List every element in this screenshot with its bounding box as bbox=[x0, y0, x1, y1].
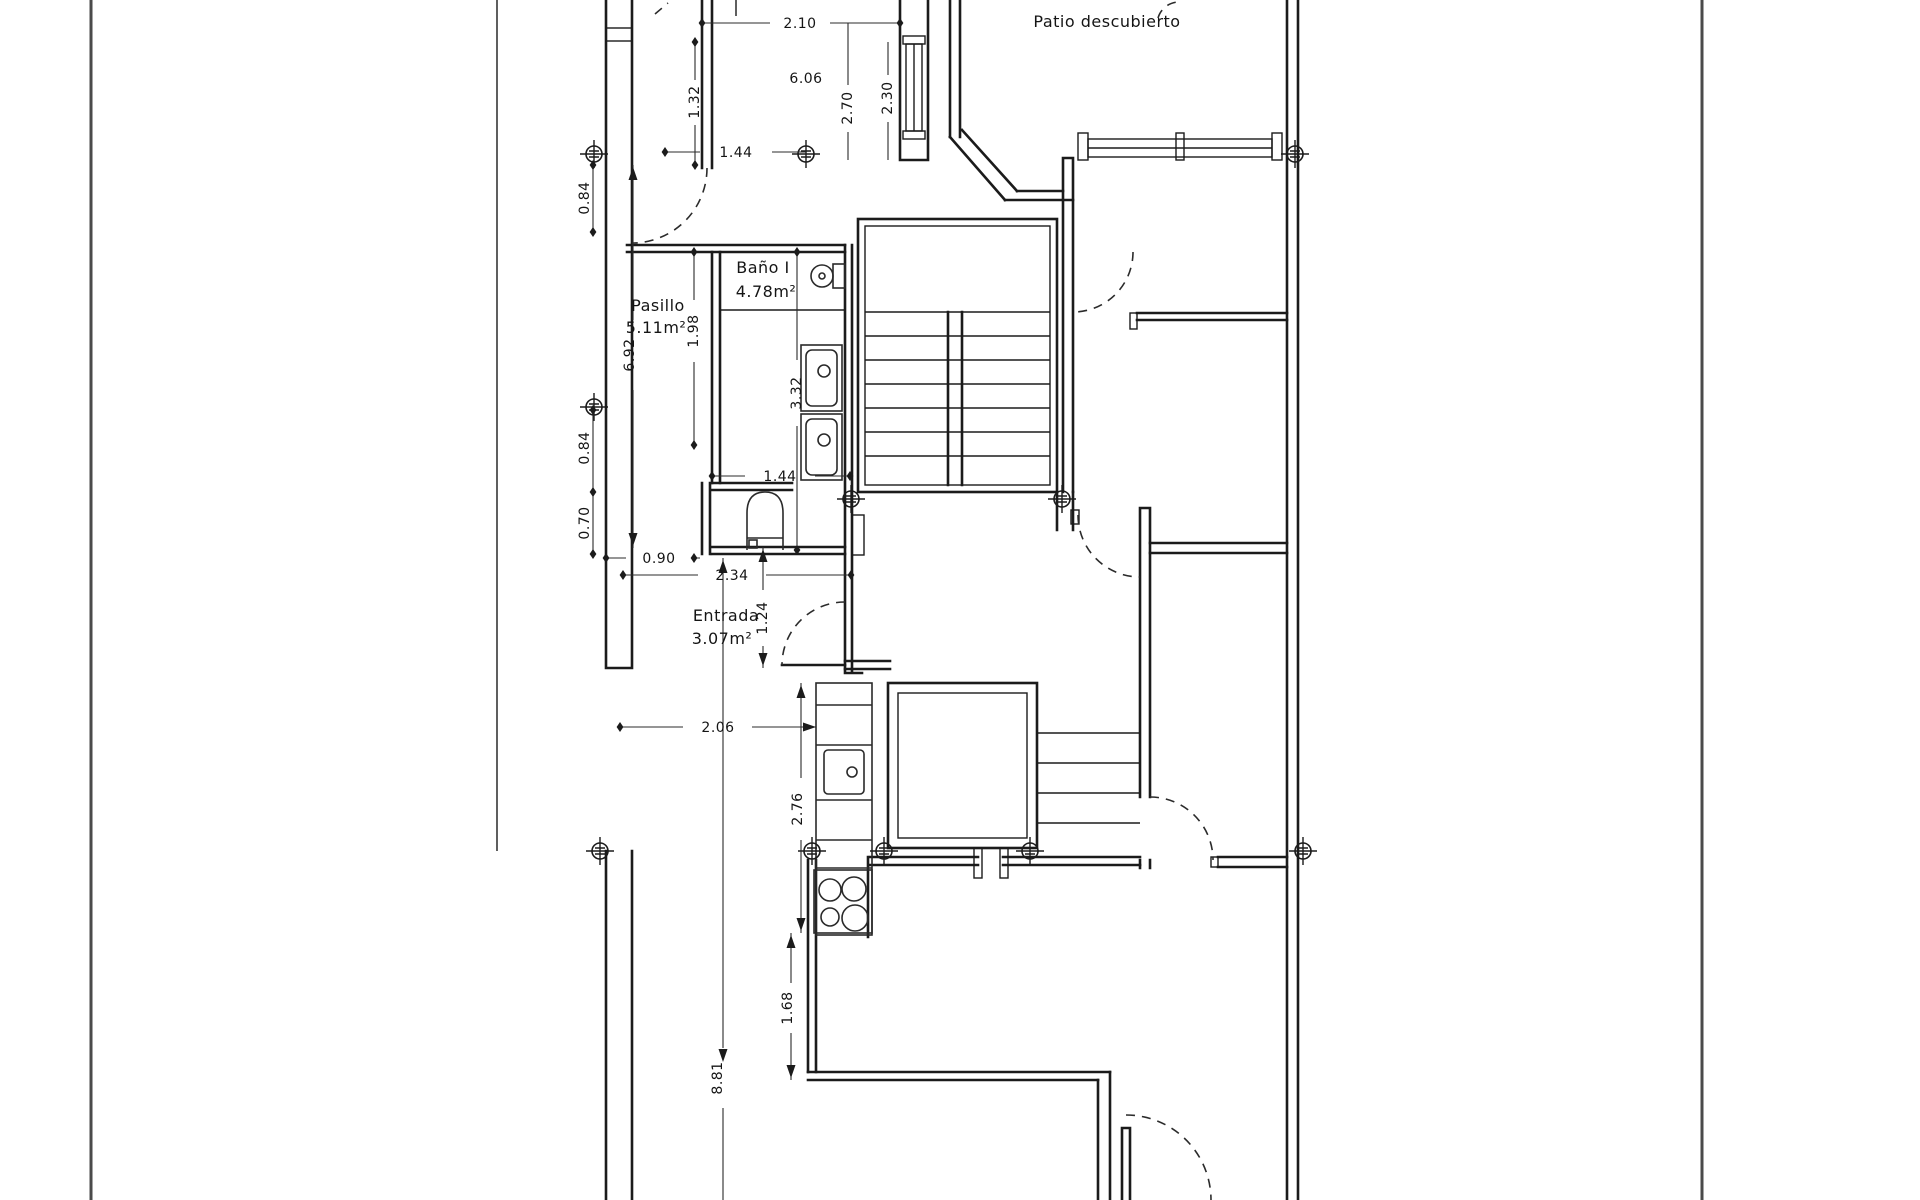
dim-toilet-width: 0.70 bbox=[577, 506, 593, 540]
window-patio bbox=[1078, 133, 1282, 160]
room-area-entrada: 3.07m² bbox=[691, 629, 753, 648]
room-label-pasillo: Pasillo bbox=[631, 296, 685, 315]
dim-wall-mid: 0.84 bbox=[577, 431, 593, 465]
dim-kitchen-offset: 2.06 bbox=[701, 720, 735, 736]
dim-bath-length: 3.32 bbox=[789, 376, 805, 410]
dim-entrada-width: 2.34 bbox=[715, 568, 749, 584]
dim-facade-length: 8.81 bbox=[710, 1061, 726, 1095]
axis-markers bbox=[580, 140, 1317, 865]
dim-door-top: 1.44 bbox=[719, 145, 753, 161]
room-label-bano: Baño I bbox=[736, 258, 790, 277]
dim-top-width: 2.10 bbox=[783, 16, 817, 32]
dim-closet: 1.32 bbox=[687, 85, 703, 119]
room-label-patio: Patio descubierto bbox=[1033, 12, 1181, 31]
room-label-entrada: Entrada bbox=[692, 606, 760, 625]
dim-corridor-end: 0.90 bbox=[642, 551, 676, 567]
dim-window-patio: 2.30 bbox=[880, 81, 896, 115]
dim-kitchen-length: 2.76 bbox=[790, 792, 806, 826]
dim-bath-interior: 1.98 bbox=[686, 314, 702, 348]
door-swings bbox=[632, 2, 1213, 1200]
dim-corridor-length: 6.92 bbox=[622, 338, 638, 372]
stove bbox=[814, 870, 872, 933]
dim-bath-width: 1.44 bbox=[763, 469, 797, 485]
room-area-bano: 4.78m² bbox=[735, 282, 797, 301]
dim-wall-top: 0.84 bbox=[577, 181, 593, 215]
dim-entrada-depth: 1.24 bbox=[755, 601, 771, 635]
window-room-a bbox=[903, 36, 925, 139]
vanity-sinks bbox=[801, 345, 842, 480]
light-shaft bbox=[888, 683, 1037, 848]
annotations bbox=[577, 12, 1181, 1095]
room-area-pasillo: 5.11m² bbox=[625, 318, 687, 337]
dim-window-right: 2.70 bbox=[840, 91, 856, 125]
staircase bbox=[858, 219, 1057, 492]
sheet-border bbox=[91, 0, 1702, 1200]
walls bbox=[497, 0, 1298, 1200]
bath-sink bbox=[811, 264, 845, 288]
dim-top-length: 6.06 bbox=[789, 71, 823, 87]
dim-kitchen-gap: 1.68 bbox=[780, 991, 796, 1025]
toilet bbox=[747, 492, 783, 550]
